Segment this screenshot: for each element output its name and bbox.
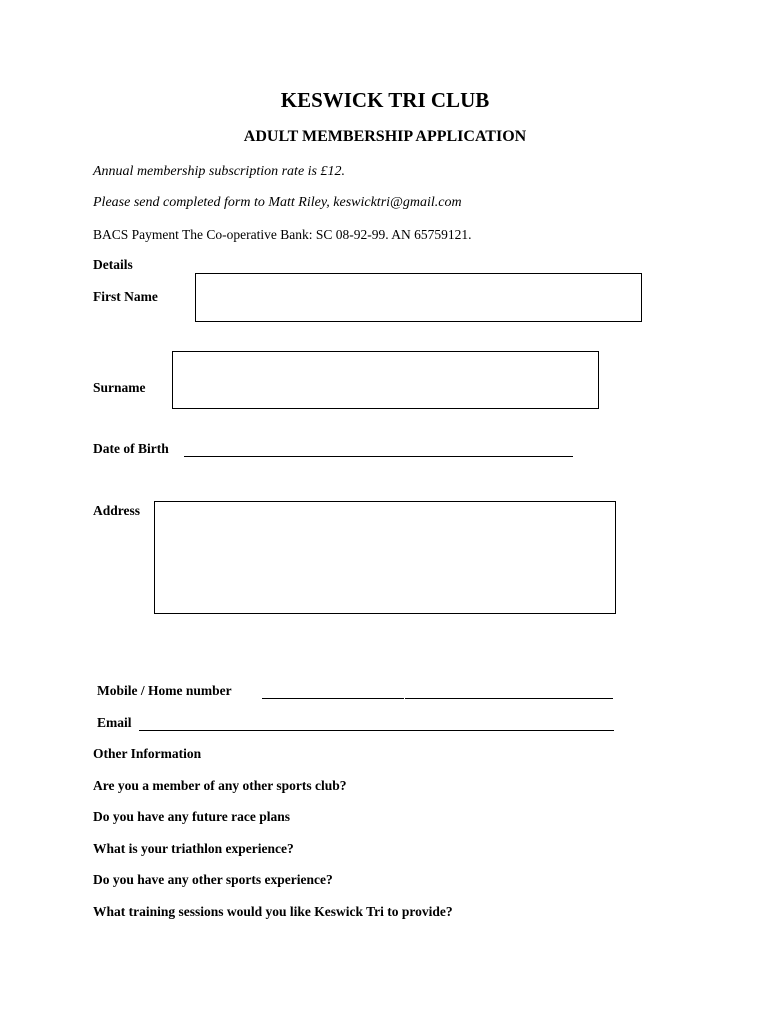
mobile-home-label: Mobile / Home number <box>97 683 232 698</box>
page-subtitle: ADULT MEMBERSHIP APPLICATION <box>243 128 527 145</box>
bacs-payment-text: BACS Payment The Co-operative Bank: SC 08-92-99. AN 65759121. <box>93 227 472 242</box>
date-of-birth-line[interactable] <box>184 456 573 457</box>
first-name-label: First Name <box>93 289 158 304</box>
email-line[interactable] <box>139 730 614 731</box>
mobile-number-line[interactable] <box>262 698 404 699</box>
page-title: KESWICK TRI CLUB <box>280 88 490 112</box>
details-heading: Details <box>93 257 133 272</box>
send-to-text: Please send completed form to Matt Riley, keswicktri@gmail.com <box>93 195 462 210</box>
question-other-sports-club: Are you a member of any other sports club? <box>93 778 347 793</box>
question-triathlon-experience: What is your triathlon experience? <box>93 841 294 856</box>
email-label: Email <box>97 715 132 730</box>
first-name-field[interactable] <box>195 273 642 322</box>
question-future-race-plans: Do you have any future race plans <box>93 809 291 824</box>
surname-label: Surname <box>93 380 146 395</box>
address-field[interactable] <box>154 501 616 614</box>
question-training-sessions: What training sessions would you like Keswick Tri to provide? <box>93 904 453 919</box>
question-other-sports-experience: Do you have any other sports experience? <box>93 872 333 887</box>
home-number-line[interactable] <box>405 698 613 699</box>
other-information-heading: Other Information <box>93 746 202 761</box>
address-label: Address <box>93 503 141 518</box>
surname-field[interactable] <box>172 351 599 409</box>
date-of-birth-label: Date of Birth <box>93 441 169 456</box>
subscription-rate-text: Annual membership subscription rate is £12. <box>93 164 345 179</box>
